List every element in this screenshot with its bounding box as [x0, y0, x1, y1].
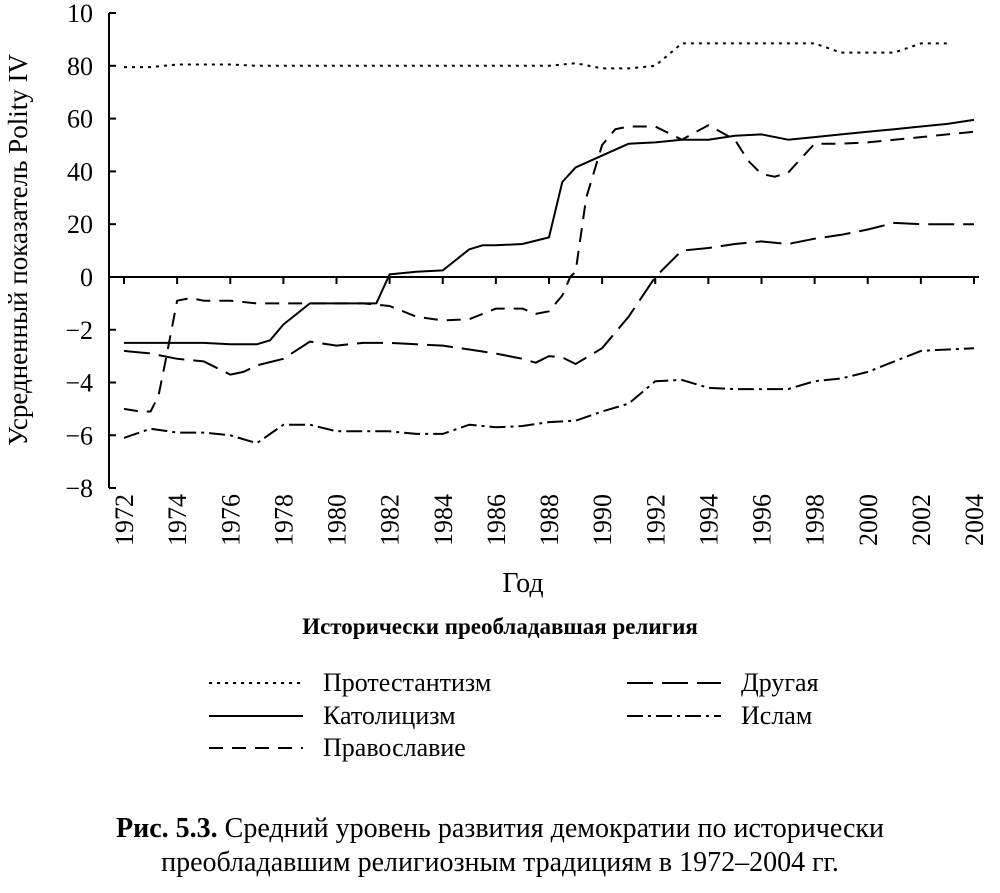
figure-caption — [0, 812, 1000, 880]
y-tick-label: 10 — [67, 0, 93, 28]
x-tick-label: 1982 — [375, 494, 405, 546]
caption-line-2: преобладавшим религиозным традициям в 1972–2004 гг. — [161, 847, 839, 878]
y-tick-label: 40 — [67, 157, 93, 187]
legend-label-protestantism: Протестантизм — [323, 668, 492, 697]
legend-label-catholicism: Католицизм — [323, 701, 456, 730]
legend-swatch-dashed — [207, 733, 307, 763]
x-tick-label: 1990 — [588, 494, 618, 546]
caption-text-1: Средний уровень развития демократии по исторически — [224, 813, 884, 844]
x-tick-label: 1994 — [694, 494, 724, 546]
legend-label-islam: Ислам — [741, 701, 813, 730]
x-tick-label: 1980 — [322, 494, 352, 546]
legend-swatch-long-dashed — [625, 668, 725, 698]
caption-line-1 — [0, 812, 1000, 846]
x-tick-label: 2000 — [853, 494, 883, 546]
series-line-4 — [124, 348, 974, 443]
y-tick-label: −4 — [65, 368, 93, 398]
legend-swatch-solid — [207, 701, 307, 731]
x-axis-title: Год — [502, 568, 544, 599]
x-tick-label: 1976 — [216, 494, 246, 546]
y-tick-label: −2 — [65, 315, 93, 345]
series-line-0 — [124, 43, 947, 68]
x-tick-label: 1986 — [481, 494, 511, 546]
y-tick-label: 60 — [67, 104, 93, 134]
y-tick-label: −6 — [65, 421, 93, 451]
x-tick-label: 1998 — [800, 494, 830, 546]
y-tick-label: 80 — [67, 51, 93, 81]
legend-title: Исторически преобладавшая религия — [302, 614, 698, 639]
y-tick-label: 20 — [67, 210, 93, 240]
series-line-1 — [124, 120, 974, 344]
legend-item-catholicism — [207, 701, 567, 731]
x-tick-label: 2002 — [906, 494, 936, 546]
x-tick-label: 2004 — [960, 494, 989, 546]
legend-label-orthodoxy: Православие — [323, 733, 466, 762]
x-tick-label: 1988 — [535, 494, 564, 546]
legend-item-islam — [625, 701, 925, 731]
x-tick-label: 1974 — [163, 494, 193, 546]
x-tick-label: 1972 — [110, 494, 139, 546]
legend-item-protestantism — [207, 668, 567, 698]
legend-swatch-dash-dot — [625, 701, 725, 731]
y-tick-label: −8 — [65, 474, 93, 503]
caption-label: Рис. 5.3. — [115, 813, 218, 844]
legend-swatch-dotted — [207, 668, 307, 698]
legend-item-orthodoxy — [207, 733, 567, 763]
series-line-2 — [124, 125, 974, 411]
y-axis-title: Усредненный показатель Polity IV — [3, 53, 33, 447]
x-tick-label: 1984 — [428, 494, 458, 546]
legend-item-other — [625, 668, 925, 698]
series-line-3 — [124, 223, 974, 375]
x-tick-label: 1992 — [641, 494, 671, 546]
legend-label-other: Другая — [741, 668, 819, 697]
y-tick-label: 0 — [80, 263, 93, 292]
x-tick-label: 1996 — [747, 494, 777, 546]
x-tick-label: 1978 — [269, 494, 299, 546]
